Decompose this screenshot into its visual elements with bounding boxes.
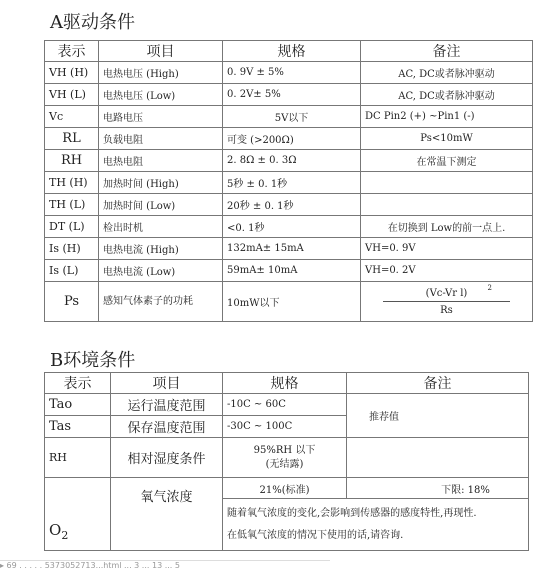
symbol-cell: Is (H) [45, 238, 99, 260]
header-symbol: 表示 [45, 41, 99, 62]
header-item: 项目 [111, 373, 223, 394]
symbol-cell: RH [45, 150, 99, 172]
spec-cell: 0. 2V± 5% [223, 84, 361, 106]
spec-line: 95%RH 以下 [253, 444, 316, 456]
section-b-title: B环境条件 [50, 350, 136, 371]
table-row [45, 282, 533, 322]
spec-cell: <0. 1秒 [223, 216, 361, 238]
symbol-cell: Tao [45, 394, 111, 416]
o2-note-cell [223, 499, 529, 551]
header-note: 备注 [347, 373, 529, 394]
item-cell: 电热电流 (Low) [99, 260, 223, 282]
symbol-cell: DT (L) [45, 216, 99, 238]
note-cell: 在常温下测定 [361, 150, 533, 172]
formula-numerator: (Vc-Vr l) [425, 287, 468, 299]
table-row [45, 478, 529, 499]
symbol-cell: TH (L) [45, 194, 99, 216]
note-cell: AC, DC或者脉冲驱动 [361, 84, 533, 106]
table-row [45, 106, 533, 128]
symbol-cell: TH (H) [45, 172, 99, 194]
item-cell: 感知气体素子的功耗 [99, 282, 223, 322]
table-row [45, 128, 533, 150]
item-cell: 电热电流 (High) [99, 238, 223, 260]
note-cell: VH=0. 2V [361, 260, 533, 282]
item-cell: 负载电阻 [99, 128, 223, 150]
symbol-cell: Vc [45, 106, 99, 128]
item-cell: 电热电阻 [99, 150, 223, 172]
header-symbol: 表示 [45, 373, 111, 394]
item-cell: 氧气浓度 [111, 478, 223, 551]
symbol-cell: Ps [45, 282, 99, 322]
spec-cell: 可变 (>200Ω) [223, 128, 361, 150]
table-row [45, 150, 533, 172]
note-cell: VH=0. 9V [361, 238, 533, 260]
symbol-cell: VH (H) [45, 62, 99, 84]
header-note: 备注 [361, 41, 533, 62]
formula-denominator: Rs [440, 304, 453, 316]
spec-cell: 0. 9V ± 5% [223, 62, 361, 84]
note-cell [347, 438, 529, 478]
spec-cell: 10mW以下 [223, 282, 361, 322]
o2-note-line: 在低氧气浓度的情况下使用的话,请咨询. [227, 529, 404, 541]
header-spec: 规格 [223, 373, 347, 394]
note-cell [361, 194, 533, 216]
section-a-title: A驱动条件 [50, 12, 135, 33]
table-row [45, 194, 533, 216]
spec-cell: 132mA± 15mA [223, 238, 361, 260]
o2-note-line: 随着氧气浓度的变化,会影响到传感器的感度特性,再现性. [227, 507, 477, 519]
o2-symbol: O [49, 521, 62, 539]
spec-line: (无结露) [265, 458, 304, 470]
header-spec: 规格 [223, 41, 361, 62]
item-cell: 电热电压 (High) [99, 62, 223, 84]
table-row [45, 84, 533, 106]
table-row [45, 394, 529, 416]
table-row [45, 438, 529, 478]
symbol-cell: Tas [45, 416, 111, 438]
table-row [45, 260, 533, 282]
spec-cell: -30C ~ 100C [223, 416, 347, 438]
note-cell: 推荐值 [347, 394, 529, 438]
status-bar: ▸ 69 . . . . . 5373052713...html ... 3 ... 13 ... 5 [0, 560, 330, 573]
symbol-cell: $O_2$ [45, 478, 111, 551]
item-cell: 加热时间 (High) [99, 172, 223, 194]
symbol-cell: VH (L) [45, 84, 99, 106]
table-header-row [45, 41, 533, 62]
table-row [45, 62, 533, 84]
table-row [45, 172, 533, 194]
item-cell: 电热电压 (Low) [99, 84, 223, 106]
item-cell: 电路电压 [99, 106, 223, 128]
item-cell: 相对湿度条件 [111, 438, 223, 478]
item-cell: 加热时间 (Low) [99, 194, 223, 216]
spec-cell: 5V以下 [223, 106, 361, 128]
table-header-row [45, 373, 529, 394]
spec-cell: 5秒 ± 0. 1秒 [223, 172, 361, 194]
drive-conditions-table [44, 40, 533, 322]
note-cell: 在切换到 Low的前一点上. [361, 216, 533, 238]
item-cell: 保存温度范围 [111, 416, 223, 438]
spec-cell: -10C ~ 60C [223, 394, 347, 416]
formula-exponent: 2 [487, 284, 492, 292]
table-row [45, 238, 533, 260]
ps-formula-cell [361, 282, 533, 322]
spec-cell: 2. 8Ω ± 0. 3Ω [223, 150, 361, 172]
symbol-cell: Is (L) [45, 260, 99, 282]
symbol-cell: RH [45, 438, 111, 478]
note-cell: 下限: 18% [347, 478, 529, 499]
environment-conditions-table [44, 372, 529, 551]
item-cell: 检出时机 [99, 216, 223, 238]
header-item: 项目 [99, 41, 223, 62]
item-cell: 运行温度范围 [111, 394, 223, 416]
note-cell: Ps<10mW [361, 128, 533, 150]
note-cell: DC Pin2 (+) ~Pin1 (-) [361, 106, 533, 128]
spec-cell: 21%(标准) [223, 478, 347, 499]
note-cell [361, 172, 533, 194]
note-cell: AC, DC或者脉冲驱动 [361, 62, 533, 84]
spec-cell: 59mA± 10mA [223, 260, 361, 282]
symbol-cell: RL [45, 128, 99, 150]
spec-cell: 20秒 ± 0. 1秒 [223, 194, 361, 216]
spec-cell [223, 438, 347, 478]
table-row [45, 216, 533, 238]
